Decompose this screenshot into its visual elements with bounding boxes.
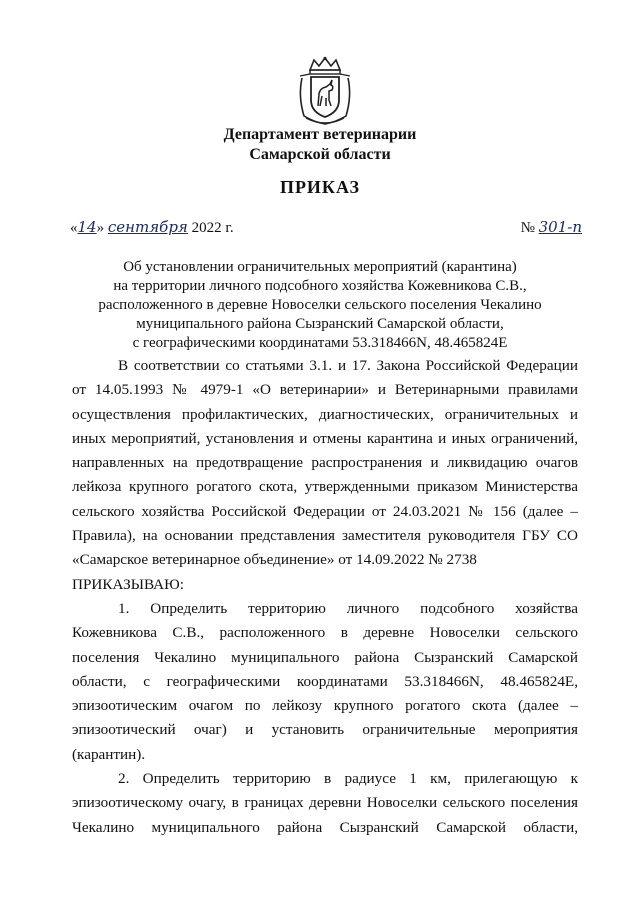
organization-line-1: Департамент ветеринарии xyxy=(223,126,417,143)
number-value: 301-п xyxy=(538,218,582,236)
date-day: 14 xyxy=(77,218,97,236)
organization-line-2: Самарской области xyxy=(249,146,391,163)
order-item-1: 1. Определить территорию личного подсобного хозяйства Кожевникова С.В., расположенного в деревне Новоселки сельского поселения Чекалино муниципального района Сызранский Самарской области, с географическими координатами 53.318466N, 48.465824E, эпизоотическим очагом по лейкозу крупного рогатого скота (далее – эпизоотический очаг) и установить ограничительные мероприятия (карантин). xyxy=(72,599,578,763)
document-body xyxy=(72,354,578,840)
date-open-quote: « xyxy=(70,220,78,236)
order-item-2: 2. Определить территорию в радиусе 1 км, прилегающую к эпизоотическому очагу, в границах деревни Новоселки сельского поселения Чекалино муниципального района Сызранский Самарской области, xyxy=(72,770,578,836)
subject-line: на территории личного подсобного хозяйства Кожевникова С.В., xyxy=(113,278,527,294)
order-word: ПРИКАЗЫВАЮ: xyxy=(72,575,184,593)
organization-name xyxy=(0,125,640,165)
number-prefix: № xyxy=(520,220,535,236)
samara-coat-of-arms-icon xyxy=(296,56,354,126)
preamble-paragraph: В соответствии со статьями 3.1. и 17. Закона Российской Федерации от 14.05.1993 № 4979-1 «О ветеринарии» и Ветеринарными правилами осуществления профилактических, диагностических, ограничительных и иных мероприятий, установления и отмены карантина и иных ограничений, направленных на предотвращение распространения и ликвидацию очагов лейкоза крупного рогатого скота, утвержденными приказом Министерства сельского хозяйства Российской Федерации от 24.03.2021 № 156 (далее – Правила), на основании представления заместителя руководителя ГБУ СО «Самарское ветеринарное объединение» от 14.09.2022 № 2738 xyxy=(72,357,578,569)
date-year: 2022 г. xyxy=(191,220,234,236)
subject-line: с географическими координатами 53.318466N, 48.465824E xyxy=(132,335,508,351)
document-number xyxy=(521,218,582,237)
date-close-quote: » xyxy=(96,220,105,236)
subject-line: Об установлении ограничительных мероприятий (карантина) xyxy=(123,259,517,275)
subject-line: расположенного в деревне Новоселки сельского поселения Чекалино xyxy=(98,297,542,313)
document-subject xyxy=(0,258,640,353)
subject-line: муниципального района Сызранский Самарской области, xyxy=(136,316,504,332)
document-date xyxy=(70,218,234,237)
date-month: сентября xyxy=(107,218,188,236)
document-type: ПРИКАЗ xyxy=(279,177,361,197)
